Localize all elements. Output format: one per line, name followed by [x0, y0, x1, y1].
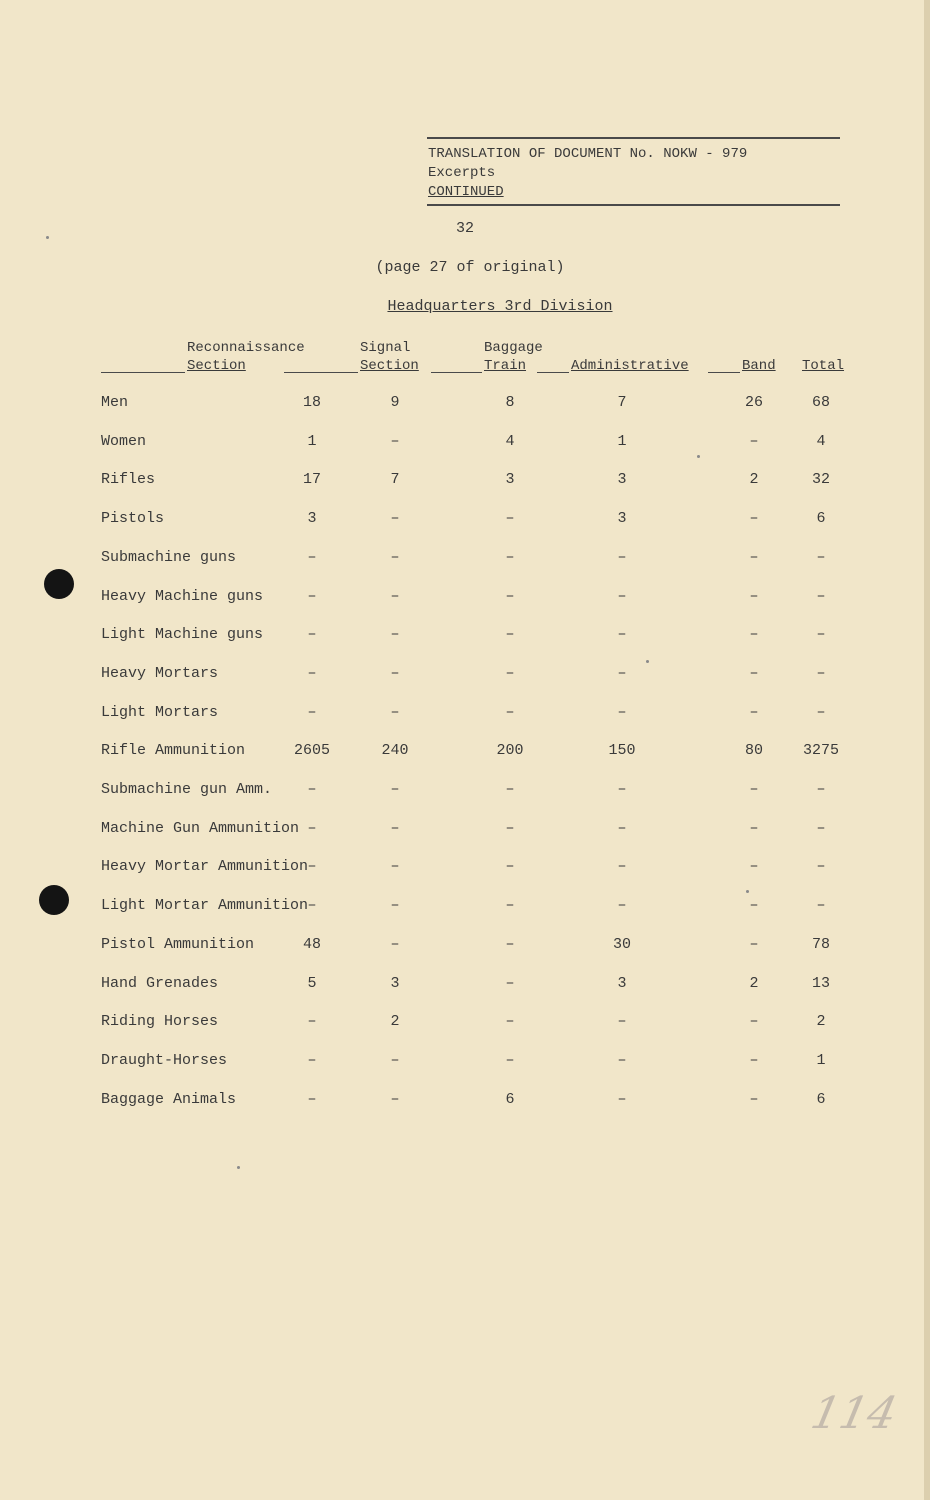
cell-band: –: [749, 781, 759, 798]
cell-signal: –: [390, 1052, 400, 1069]
cell-band: –: [749, 858, 759, 875]
cell-total: 2: [816, 1013, 826, 1030]
cell-total: 78: [811, 936, 830, 953]
cell-signal: 2: [390, 1013, 400, 1030]
cell-baggage: –: [505, 897, 515, 914]
cell-baggage: 6: [505, 1091, 515, 1108]
cell-signal: 7: [390, 471, 400, 488]
cell-recon: –: [307, 820, 317, 837]
cell-admin: –: [617, 704, 627, 721]
cell-total: –: [816, 704, 826, 721]
col-baggage-top: Baggage: [484, 340, 543, 356]
cell-recon: –: [307, 626, 317, 643]
col-recon-top: Reconnaissance: [187, 340, 305, 356]
row-label: Light Mortar Ammunition: [101, 897, 309, 914]
cell-recon: –: [307, 1013, 317, 1030]
cell-total: –: [816, 588, 826, 605]
cell-band: –: [749, 665, 759, 682]
row-label: Submachine gun Amm.: [101, 781, 273, 798]
col-recon-bottom: Section: [187, 358, 246, 374]
continued-label: CONTINUED: [428, 184, 504, 200]
cell-band: –: [749, 820, 759, 837]
cell-baggage: –: [505, 665, 515, 682]
cell-recon: –: [307, 781, 317, 798]
cell-recon: 17: [302, 471, 321, 488]
row-label: Hand Grenades: [101, 975, 219, 992]
row-label: Rifles: [101, 471, 156, 488]
col-band-header: [742, 357, 776, 375]
cell-band: –: [749, 1013, 759, 1030]
cell-signal: –: [390, 1091, 400, 1108]
cell-total: –: [816, 820, 826, 837]
cell-total: –: [816, 549, 826, 566]
paper-speck: [746, 890, 749, 893]
cell-baggage: –: [505, 626, 515, 643]
cell-band: –: [749, 510, 759, 527]
cell-band: –: [749, 433, 759, 450]
cell-total: 68: [811, 394, 830, 411]
cell-baggage: 200: [496, 742, 524, 759]
row-label: Rifle Ammunition: [101, 742, 246, 759]
cell-recon: 2605: [293, 742, 330, 759]
cell-baggage: 3: [505, 471, 515, 488]
row-label: Heavy Machine guns: [101, 588, 264, 605]
cell-signal: –: [390, 665, 400, 682]
header-bottom-rule: [427, 204, 840, 206]
col-signal-top: Signal: [360, 340, 411, 356]
cell-signal: –: [390, 549, 400, 566]
page-number: 32: [455, 220, 474, 237]
cell-baggage: 8: [505, 394, 515, 411]
cell-admin: –: [617, 588, 627, 605]
row-label: Riding Horses: [101, 1013, 219, 1030]
row-label: Machine Gun Ammunition: [101, 820, 300, 837]
cell-recon: –: [307, 549, 317, 566]
col-total-header: [802, 357, 844, 375]
row-label: Heavy Mortar Ammunition: [101, 858, 309, 875]
paper-speck: [646, 660, 649, 663]
cell-admin: –: [617, 1091, 627, 1108]
cell-recon: 1: [307, 433, 317, 450]
cell-total: 6: [816, 510, 826, 527]
cell-admin: –: [617, 897, 627, 914]
cell-recon: –: [307, 588, 317, 605]
col-admin-header: [571, 357, 689, 375]
cell-band: –: [749, 1052, 759, 1069]
punch-hole: [44, 569, 74, 599]
cell-recon: 5: [307, 975, 317, 992]
cell-admin: 30: [612, 936, 631, 953]
cell-admin: –: [617, 626, 627, 643]
cell-baggage: –: [505, 858, 515, 875]
paper-speck: [237, 1166, 240, 1169]
cell-total: –: [816, 897, 826, 914]
cell-baggage: –: [505, 936, 515, 953]
cell-total: 6: [816, 1091, 826, 1108]
col-admin-label: Administrative: [571, 358, 689, 374]
cell-admin: 150: [608, 742, 636, 759]
cell-band: 2: [749, 975, 759, 992]
row-label: Pistols: [101, 510, 165, 527]
cell-admin: 3: [617, 975, 627, 992]
cell-admin: –: [617, 781, 627, 798]
cell-band: –: [749, 549, 759, 566]
cell-band: –: [749, 1091, 759, 1108]
cell-baggage: –: [505, 1052, 515, 1069]
cell-recon: –: [307, 897, 317, 914]
cell-signal: –: [390, 433, 400, 450]
cell-recon: 48: [302, 936, 321, 953]
cell-baggage: –: [505, 820, 515, 837]
cell-baggage: –: [505, 549, 515, 566]
cell-baggage: –: [505, 588, 515, 605]
cell-admin: 3: [617, 471, 627, 488]
cell-signal: 9: [390, 394, 400, 411]
cell-total: 32: [811, 471, 830, 488]
row-label: Heavy Mortars: [101, 665, 219, 682]
cell-band: 26: [744, 394, 763, 411]
cell-signal: –: [390, 820, 400, 837]
cell-total: 3275: [802, 742, 839, 759]
header-dash-line: [537, 372, 569, 373]
cell-baggage: 4: [505, 433, 515, 450]
cell-recon: 18: [302, 394, 321, 411]
cell-band: –: [749, 936, 759, 953]
cell-total: –: [816, 781, 826, 798]
cell-signal: –: [390, 858, 400, 875]
cell-total: –: [816, 665, 826, 682]
row-label: Light Mortars: [101, 704, 219, 721]
paper-speck: [46, 236, 49, 239]
cell-signal: –: [390, 936, 400, 953]
cell-signal: 3: [390, 975, 400, 992]
cell-admin: –: [617, 1052, 627, 1069]
row-label: Submachine guns: [101, 549, 237, 566]
cell-band: –: [749, 704, 759, 721]
cell-band: –: [749, 626, 759, 643]
cell-recon: –: [307, 858, 317, 875]
header-dash-line: [284, 372, 358, 373]
cell-admin: –: [617, 549, 627, 566]
col-signal-header: [360, 339, 419, 375]
cell-recon: –: [307, 704, 317, 721]
cell-total: 13: [811, 975, 830, 992]
cell-band: 2: [749, 471, 759, 488]
excerpts-label: Excerpts: [428, 165, 496, 181]
cell-admin: –: [617, 665, 627, 682]
cell-signal: –: [390, 588, 400, 605]
cell-band: –: [749, 897, 759, 914]
cell-recon: 3: [307, 510, 317, 527]
cell-total: 4: [816, 433, 826, 450]
unit-title: Headquarters 3rd Division: [387, 298, 613, 315]
cell-band: 80: [744, 742, 763, 759]
cell-signal: –: [390, 781, 400, 798]
cell-signal: 240: [381, 742, 409, 759]
punch-hole: [39, 885, 69, 915]
cell-baggage: –: [505, 975, 515, 992]
folio-number: 114: [806, 1388, 902, 1439]
col-baggage-bottom: Train: [484, 358, 527, 374]
cell-recon: –: [307, 1052, 317, 1069]
col-recon-header: [187, 339, 305, 375]
document-title: TRANSLATION OF DOCUMENT No. NOKW - 979: [428, 146, 748, 162]
cell-admin: –: [617, 858, 627, 875]
cell-recon: –: [307, 1091, 317, 1108]
col-band-label: Band: [742, 358, 776, 374]
translation-header: [427, 137, 840, 206]
row-label: Baggage Animals: [101, 1091, 237, 1108]
col-baggage-header: [484, 339, 543, 375]
header-dash-line: [431, 372, 482, 373]
cell-admin: –: [617, 1013, 627, 1030]
original-page-reference: (page 27 of original): [375, 259, 565, 276]
cell-baggage: –: [505, 704, 515, 721]
header-dash-line: [101, 372, 185, 373]
cell-total: 1: [816, 1052, 826, 1069]
cell-signal: –: [390, 897, 400, 914]
row-label: Draught-Horses: [101, 1052, 228, 1069]
row-label: Light Machine guns: [101, 626, 264, 643]
cell-signal: –: [390, 626, 400, 643]
cell-admin: 3: [617, 510, 627, 527]
header-dash-line: [708, 372, 740, 373]
cell-signal: –: [390, 704, 400, 721]
cell-signal: –: [390, 510, 400, 527]
cell-band: –: [749, 588, 759, 605]
cell-recon: –: [307, 665, 317, 682]
cell-total: –: [816, 626, 826, 643]
cell-baggage: –: [505, 1013, 515, 1030]
paper-speck: [697, 455, 700, 458]
cell-baggage: –: [505, 781, 515, 798]
row-label: Women: [101, 433, 147, 450]
cell-total: –: [816, 858, 826, 875]
col-total-label: Total: [802, 358, 845, 374]
cell-admin: 1: [617, 433, 627, 450]
cell-baggage: –: [505, 510, 515, 527]
cell-admin: –: [617, 820, 627, 837]
page-edge: [924, 0, 930, 1500]
col-signal-bottom: Section: [360, 358, 419, 374]
row-label: Men: [101, 394, 129, 411]
row-label: Pistol Ammunition: [101, 936, 255, 953]
cell-admin: 7: [617, 394, 627, 411]
